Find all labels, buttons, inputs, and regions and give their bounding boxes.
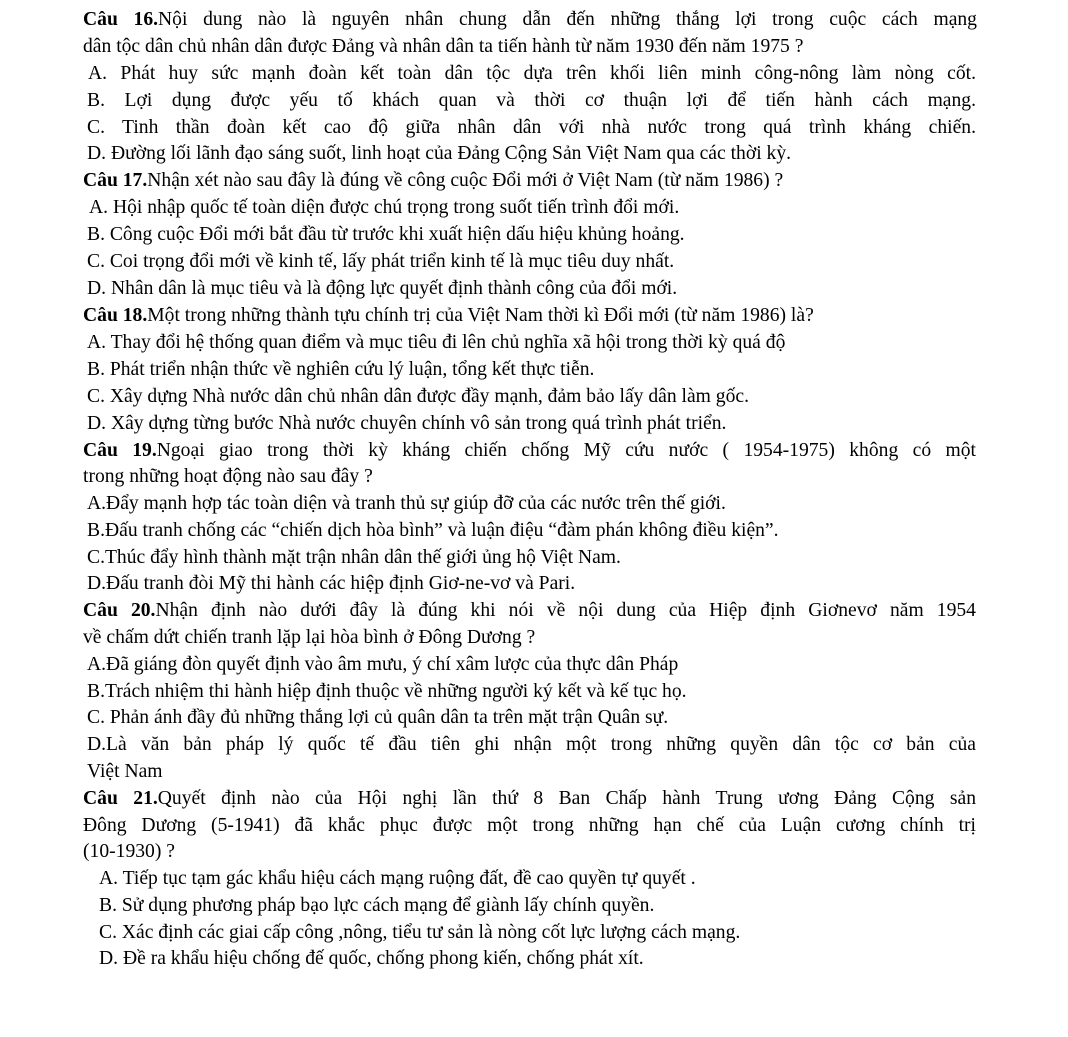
question-18-option-c: C. Xây dựng Nhà nước dân chủ nhân dân được đầy mạnh, đảm bảo lấy dân làm gốc. [87,386,749,407]
question-18-option-b: B. Phát triển nhận thức về nghiên cứu lý luận, tổng kết thực tiễn. [87,359,595,380]
question-21-option-c: C. Xác định các giai cấp công ,nông, tiểu tư sản là nòng cốt lực lượng cách mạng. [99,922,741,943]
question-21-option-d: D. Đề ra khẩu hiệu chống đế quốc, chống phong kiến, chống phát xít. [99,948,644,969]
question-17-option-b: B. Công cuộc Đổi mới bắt đầu từ trước khi xuất hiện dấu hiệu khủng hoảng. [87,224,685,245]
question-18-number: Câu 18. [83,305,148,326]
question-16-number: Câu 16. [83,9,159,30]
question-18-option-a: A. Thay đổi hệ thống quan điểm và mục tiêu đi lên chủ nghĩa xã hội trong thời kỳ quá độ [87,332,786,353]
question-19-option-b: B.Đấu tranh chống các “chiến dịch hòa bình” và luận điệu “đàm phán không điều kiện”. [87,520,779,541]
question-19-number: Câu 19. [83,440,157,461]
question-20-number: Câu 20. [83,600,156,621]
question-21-stem-line-2: Đông Dương (5-1941) đã khắc phục được một trong những hạn chế của Luận cương chính trị [83,815,976,836]
question-18-option-d: D. Xây dựng từng bước Nhà nước chuyên chính vô sản trong quá trình phát triển. [87,413,727,434]
question-20-option-b: B.Trách nhiệm thi hành hiệp định thuộc về những người ký kết và kế tục họ. [87,681,687,702]
question-16-option-a: A. Phát huy sức mạnh đoàn kết toàn dân tộc dựa trên khối liên minh công-nông làm nòng cốt. [88,63,976,84]
question-21-number: Câu 21. [83,788,158,809]
question-21-option-a: A. Tiếp tục tạm gác khẩu hiệu cách mạng ruộng đất, đề cao quyền tự quyết . [99,868,696,889]
question-19-option-a: A.Đẩy mạnh hợp tác toàn diện và tranh thủ sự giúp đỡ của các nước trên thế giới. [87,493,726,514]
question-16-option-d: D. Đường lối lãnh đạo sáng suốt, linh hoạt của Đảng Cộng Sản Việt Nam qua các thời kỳ. [87,143,792,164]
question-19-option-d: D.Đấu tranh đòi Mỹ thi hành các hiệp định Giơ-ne-vơ và Pari. [87,573,576,594]
question-21-stem-line-3: (10-1930) ? [83,841,175,862]
question-16-option-c: C. Tinh thần đoàn kết cao độ giữa nhân dân với nhà nước trong quá trình kháng chiến. [87,117,976,138]
question-17-option-a: A. Hội nhập quốc tế toàn diện được chú trọng trong suốt tiến trình đổi mới. [89,197,680,218]
question-17-option-c: C. Coi trọng đổi mới về kinh tế, lấy phát triển kinh tế là mục tiêu duy nhất. [87,251,675,272]
question-20-stem-line-2: về chấm dứt chiến tranh lặp lại hòa bình ở Đông Dương ? [83,627,536,648]
question-21-option-b: B. Sử dụng phương pháp bạo lực cách mạng để giành lấy chính quyền. [99,895,655,916]
question-17-stem-line-1: Câu 17.Nhận xét nào sau đây là đúng về công cuộc Đổi mới ở Việt Nam (từ năm 1986) ? [83,170,784,191]
question-20-option-d: D.Là văn bản pháp lý quốc tế đầu tiên ghi nhận một trong những quyền dân tộc cơ bản của [87,734,976,755]
question-20-option-c: C. Phản ánh đầy đủ những thắng lợi củ quân dân ta trên mặt trận Quân sự. [87,707,669,728]
question-20-option-d-continued: Việt Nam [87,761,163,782]
question-16-stem-line-1: Câu 16.Nội dung nào là nguyên nhân chung dẫn đến những thắng lợi trong cuộc cách mạng [83,9,977,30]
question-19-stem-line-1: Câu 19.Ngoại giao trong thời kỳ kháng chiến chống Mỹ cứu nước ( 1954-1975) không có một [83,440,976,461]
question-19-option-c: C.Thúc đẩy hình thành mặt trận nhân dân thế giới ủng hộ Việt Nam. [87,547,621,568]
question-17-number: Câu 17. [83,170,148,191]
question-20-option-a: A.Đã giáng đòn quyết định vào âm mưu, ý chí xâm lược của thực dân Pháp [87,654,679,675]
question-19-stem-line-2: trong những hoạt động nào sau đây ? [83,466,373,487]
question-16-stem-line-2: dân tộc dân chủ nhân dân được Đảng và nhân dân ta tiến hành từ năm 1930 đến năm 1975 ? [83,36,804,57]
question-17-option-d: D. Nhân dân là mục tiêu và là động lực quyết định thành công của đổi mới. [87,278,678,299]
question-21-stem-line-1: Câu 21.Quyết định nào của Hội nghị lần thứ 8 Ban Chấp hành Trung ương Đảng Cộng sản [83,788,976,809]
question-20-stem-line-1: Câu 20.Nhận định nào dưới đây là đúng khi nói về nội dung của Hiệp định Giơnevơ năm 1954 [83,600,976,621]
question-16-option-b: B. Lợi dụng được yếu tố khách quan và thời cơ thuận lợi để tiến hành cách mạng. [87,90,976,111]
question-18-stem-line-1: Câu 18.Một trong những thành tựu chính trị của Việt Nam thời kì Đổi mới (từ năm 1986) là? [83,305,814,326]
